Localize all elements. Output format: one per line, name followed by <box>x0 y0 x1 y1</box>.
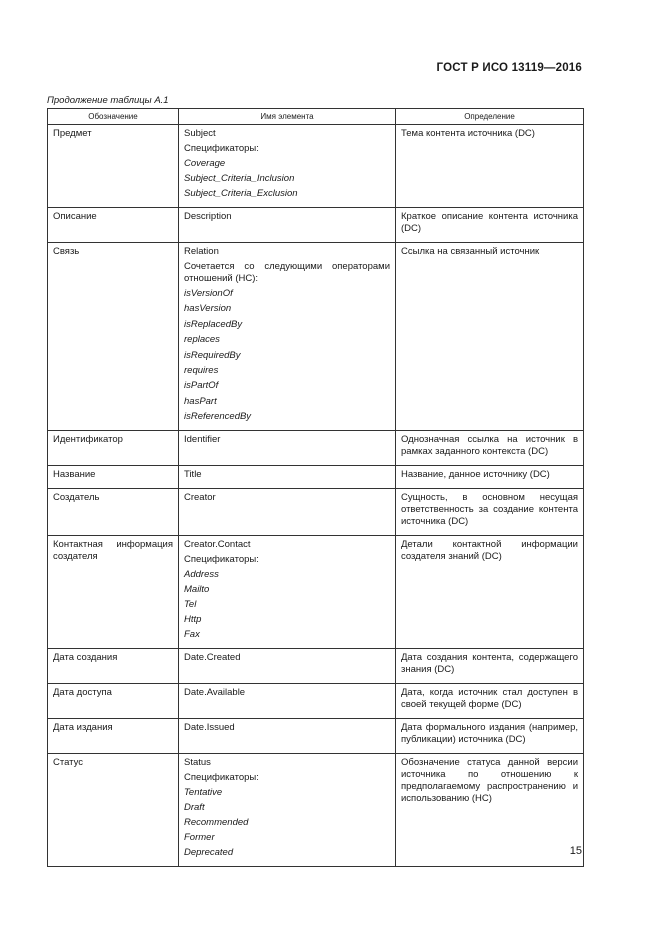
element-name: Creator.Contact <box>184 539 251 551</box>
element-name: Subject <box>184 128 216 139</box>
specifier-item: requires <box>184 364 219 376</box>
specifier-item: Deprecated <box>184 847 234 859</box>
standard-header: ГОСТ Р ИСО 13119—2016 <box>436 62 582 74</box>
specifier-item: isVersionOf <box>184 288 233 299</box>
designation-cell: Идентификатор <box>48 431 179 466</box>
page-number: 15 <box>569 845 582 857</box>
element-cell <box>179 243 396 431</box>
table-row <box>48 684 584 719</box>
table-row <box>48 466 584 489</box>
definition-cell: Обозначение статуса данной версии источника по отношению к предполагаемому распространению и использованию (HC) <box>396 754 584 867</box>
table-row <box>48 208 584 243</box>
column-header-designation: Обозначение <box>48 109 179 125</box>
element-name: Date.Available <box>179 684 396 719</box>
specifiers-label: Спецификаторы: <box>184 772 259 784</box>
element-name: Title <box>179 466 396 489</box>
definition-cell: Дата, когда источник стал доступен в своей текущей форме (DC) <box>396 684 584 719</box>
relation-note: Сочетается со следующими операторами отношений (HC): <box>184 261 390 284</box>
specifiers-label: Спецификаторы: <box>184 554 259 566</box>
designation-cell: Статус <box>48 754 179 867</box>
table-row <box>48 489 584 536</box>
table-row <box>48 431 584 466</box>
definition-cell: Сущность, в основном несущая ответственность за создание контента источника (DC) <box>396 489 584 536</box>
definition-cell: Тема контента источника (DC) <box>396 125 584 208</box>
column-header-definition: Определение <box>396 109 584 125</box>
definition-cell: Однозначная ссылка на источник в рамках заданного контекста (DC) <box>396 431 584 466</box>
designation-cell: Создатель <box>48 489 179 536</box>
specifier-item: Recommended <box>184 817 249 829</box>
specifier-item: Coverage <box>184 158 226 169</box>
specifier-item: Tel <box>184 599 197 611</box>
specifier-item: isReplacedBy <box>184 318 243 330</box>
specifier-item: isPartOf <box>184 380 219 392</box>
definition-cell: Название, данное источнику (DC) <box>396 466 584 489</box>
specifier-item: isRequiredBy <box>184 349 241 361</box>
definition-cell: Краткое описание контента источника (DC) <box>396 208 584 243</box>
element-name: Identifier <box>179 431 396 466</box>
specifier-item: Former <box>184 832 215 844</box>
specifier-item: isReferencedBy <box>184 411 252 423</box>
element-name: Creator <box>179 489 396 536</box>
designation-cell: Название <box>48 466 179 489</box>
designation-cell: Контактная информация создателя <box>48 536 179 649</box>
specifier-item: Http <box>184 614 202 626</box>
element-name: Date.Created <box>179 649 396 684</box>
element-name: Date.Issued <box>179 719 396 754</box>
table-row <box>48 125 584 208</box>
specifier-item: Mailto <box>184 584 210 596</box>
table-row <box>48 754 584 867</box>
designation-cell: Дата доступа <box>48 684 179 719</box>
specifier-item: Subject_Criteria_Inclusion <box>184 173 295 184</box>
specifier-item: Tentative <box>184 787 223 799</box>
table-header-row <box>48 109 584 125</box>
table-row <box>48 649 584 684</box>
element-name: Status <box>184 757 211 769</box>
element-cell <box>179 536 396 649</box>
designation-cell: Дата создания <box>48 649 179 684</box>
element-name: Relation <box>184 246 219 257</box>
element-name: Description <box>179 208 396 243</box>
designation-cell: Предмет <box>48 125 179 208</box>
definition-cell: Дата создания контента, содержащего знания (DC) <box>396 649 584 684</box>
designation-cell: Дата издания <box>48 719 179 754</box>
element-cell <box>179 125 396 208</box>
specifier-item: Draft <box>184 802 205 814</box>
table-row <box>48 243 584 431</box>
element-cell <box>179 754 396 867</box>
specifiers-label: Спецификаторы: <box>184 143 259 154</box>
table-caption: Продолжение таблицы А.1 <box>47 95 169 106</box>
specifier-item: Fax <box>184 629 200 641</box>
definition-cell: Дата формального издания (например, публикации) источника (DC) <box>396 719 584 754</box>
specifier-item: Address <box>184 569 219 581</box>
table-row <box>48 536 584 649</box>
definition-cell: Детали контактной информации создателя знаний (DC) <box>396 536 584 649</box>
definitions-table <box>47 108 584 867</box>
definition-cell: Ссылка на связанный источник <box>396 243 584 431</box>
designation-cell: Связь <box>48 243 179 431</box>
column-header-element-name: Имя элемента <box>179 109 396 125</box>
specifier-item: hasVersion <box>184 303 232 315</box>
specifier-item: replaces <box>184 334 220 346</box>
designation-cell: Описание <box>48 208 179 243</box>
specifier-item: hasPart <box>184 395 217 407</box>
table-row <box>48 719 584 754</box>
specifier-item: Subject_Criteria_Exclusion <box>184 188 298 199</box>
